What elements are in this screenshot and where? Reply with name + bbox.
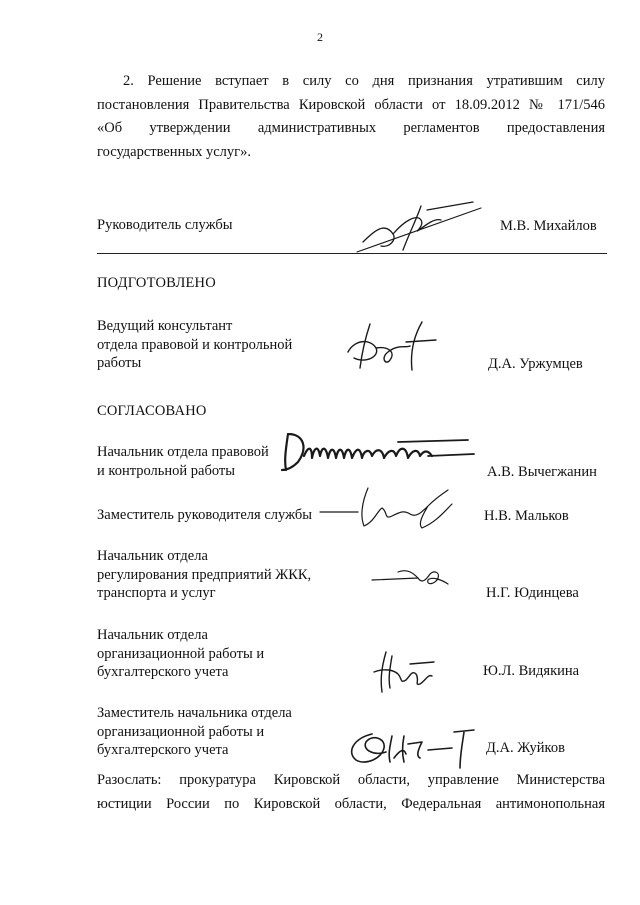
position-line: организационной работы и (97, 645, 265, 662)
position-line: регулирования предприятий ЖКК, (97, 566, 312, 583)
prepared-heading: ПОДГОТОВЛЕНО (97, 275, 216, 291)
position-line: Начальник отдела (97, 627, 208, 643)
distribution-line: Разослать: прокуратура Кировской области, управление Министерства (97, 772, 605, 788)
distribution-line: юстиции России по Кировской области, Федеральная антимонопольная (97, 796, 605, 812)
position-line: Заместитель руководителя службы (97, 507, 313, 523)
position-line: Начальник отдела (97, 548, 208, 564)
page-number: 2 (317, 30, 323, 44)
position-line: бухгалтерского учета (97, 664, 229, 680)
head-position: Руководитель службы (97, 217, 233, 233)
position-line: отдела правовой и контрольной (97, 336, 293, 353)
paragraph-line: «Об утверждении административных регламентов предоставления (97, 120, 605, 136)
position-line: Заместитель начальника отдела (97, 705, 292, 721)
signatory-name: Н.В. Мальков (484, 508, 569, 524)
position-line: бухгалтерского учета (97, 742, 229, 758)
prepared-handwritten-signature (340, 318, 440, 376)
signatory-name: Ю.Л. Видякина (483, 663, 580, 679)
paragraph-line: постановления Правительства Кировской области от 18.09.2012 № 171/546 (97, 96, 605, 113)
prepared-name: Д.А. Уржумцев (488, 356, 583, 372)
decision-paragraph (97, 70, 605, 164)
position-line: организационной работы и (97, 723, 265, 740)
agreed-heading: СОГЛАСОВАНО (97, 403, 207, 419)
prepared-position (97, 317, 292, 373)
position-line: транспорта и услуг (97, 585, 216, 601)
signatory-position (97, 443, 269, 480)
head-name: М.В. Михайлов (500, 218, 597, 234)
signatory-name: Д.А. Жуйков (486, 740, 565, 756)
paragraph-line: государственных услуг». (97, 143, 251, 160)
signatory-position (97, 547, 311, 603)
signatory-handwritten-signature (342, 722, 482, 772)
position-line: работы (97, 355, 142, 371)
signatory-handwritten-signature (368, 562, 458, 592)
signatory-handwritten-signature (370, 648, 440, 696)
position-line: и контрольной работы (97, 462, 235, 479)
signatory-name: А.В. Вычегжанин (487, 464, 597, 480)
signatory-position (97, 626, 264, 682)
position-line: Начальник отдела правовой (97, 444, 269, 460)
signatory-position (97, 506, 312, 525)
signatory-handwritten-signature (278, 426, 478, 476)
distribution-list (97, 768, 605, 816)
signatory-position (97, 704, 292, 760)
position-line: Ведущий консультант (97, 318, 233, 334)
signatory-name: Н.Г. Юдинцева (486, 585, 579, 601)
separator-line (97, 253, 607, 254)
signatory-handwritten-signature (318, 482, 468, 532)
head-handwritten-signature (355, 200, 485, 255)
paragraph-line: 2. Решение вступает в силу со дня признания утратившим силу (123, 73, 605, 89)
